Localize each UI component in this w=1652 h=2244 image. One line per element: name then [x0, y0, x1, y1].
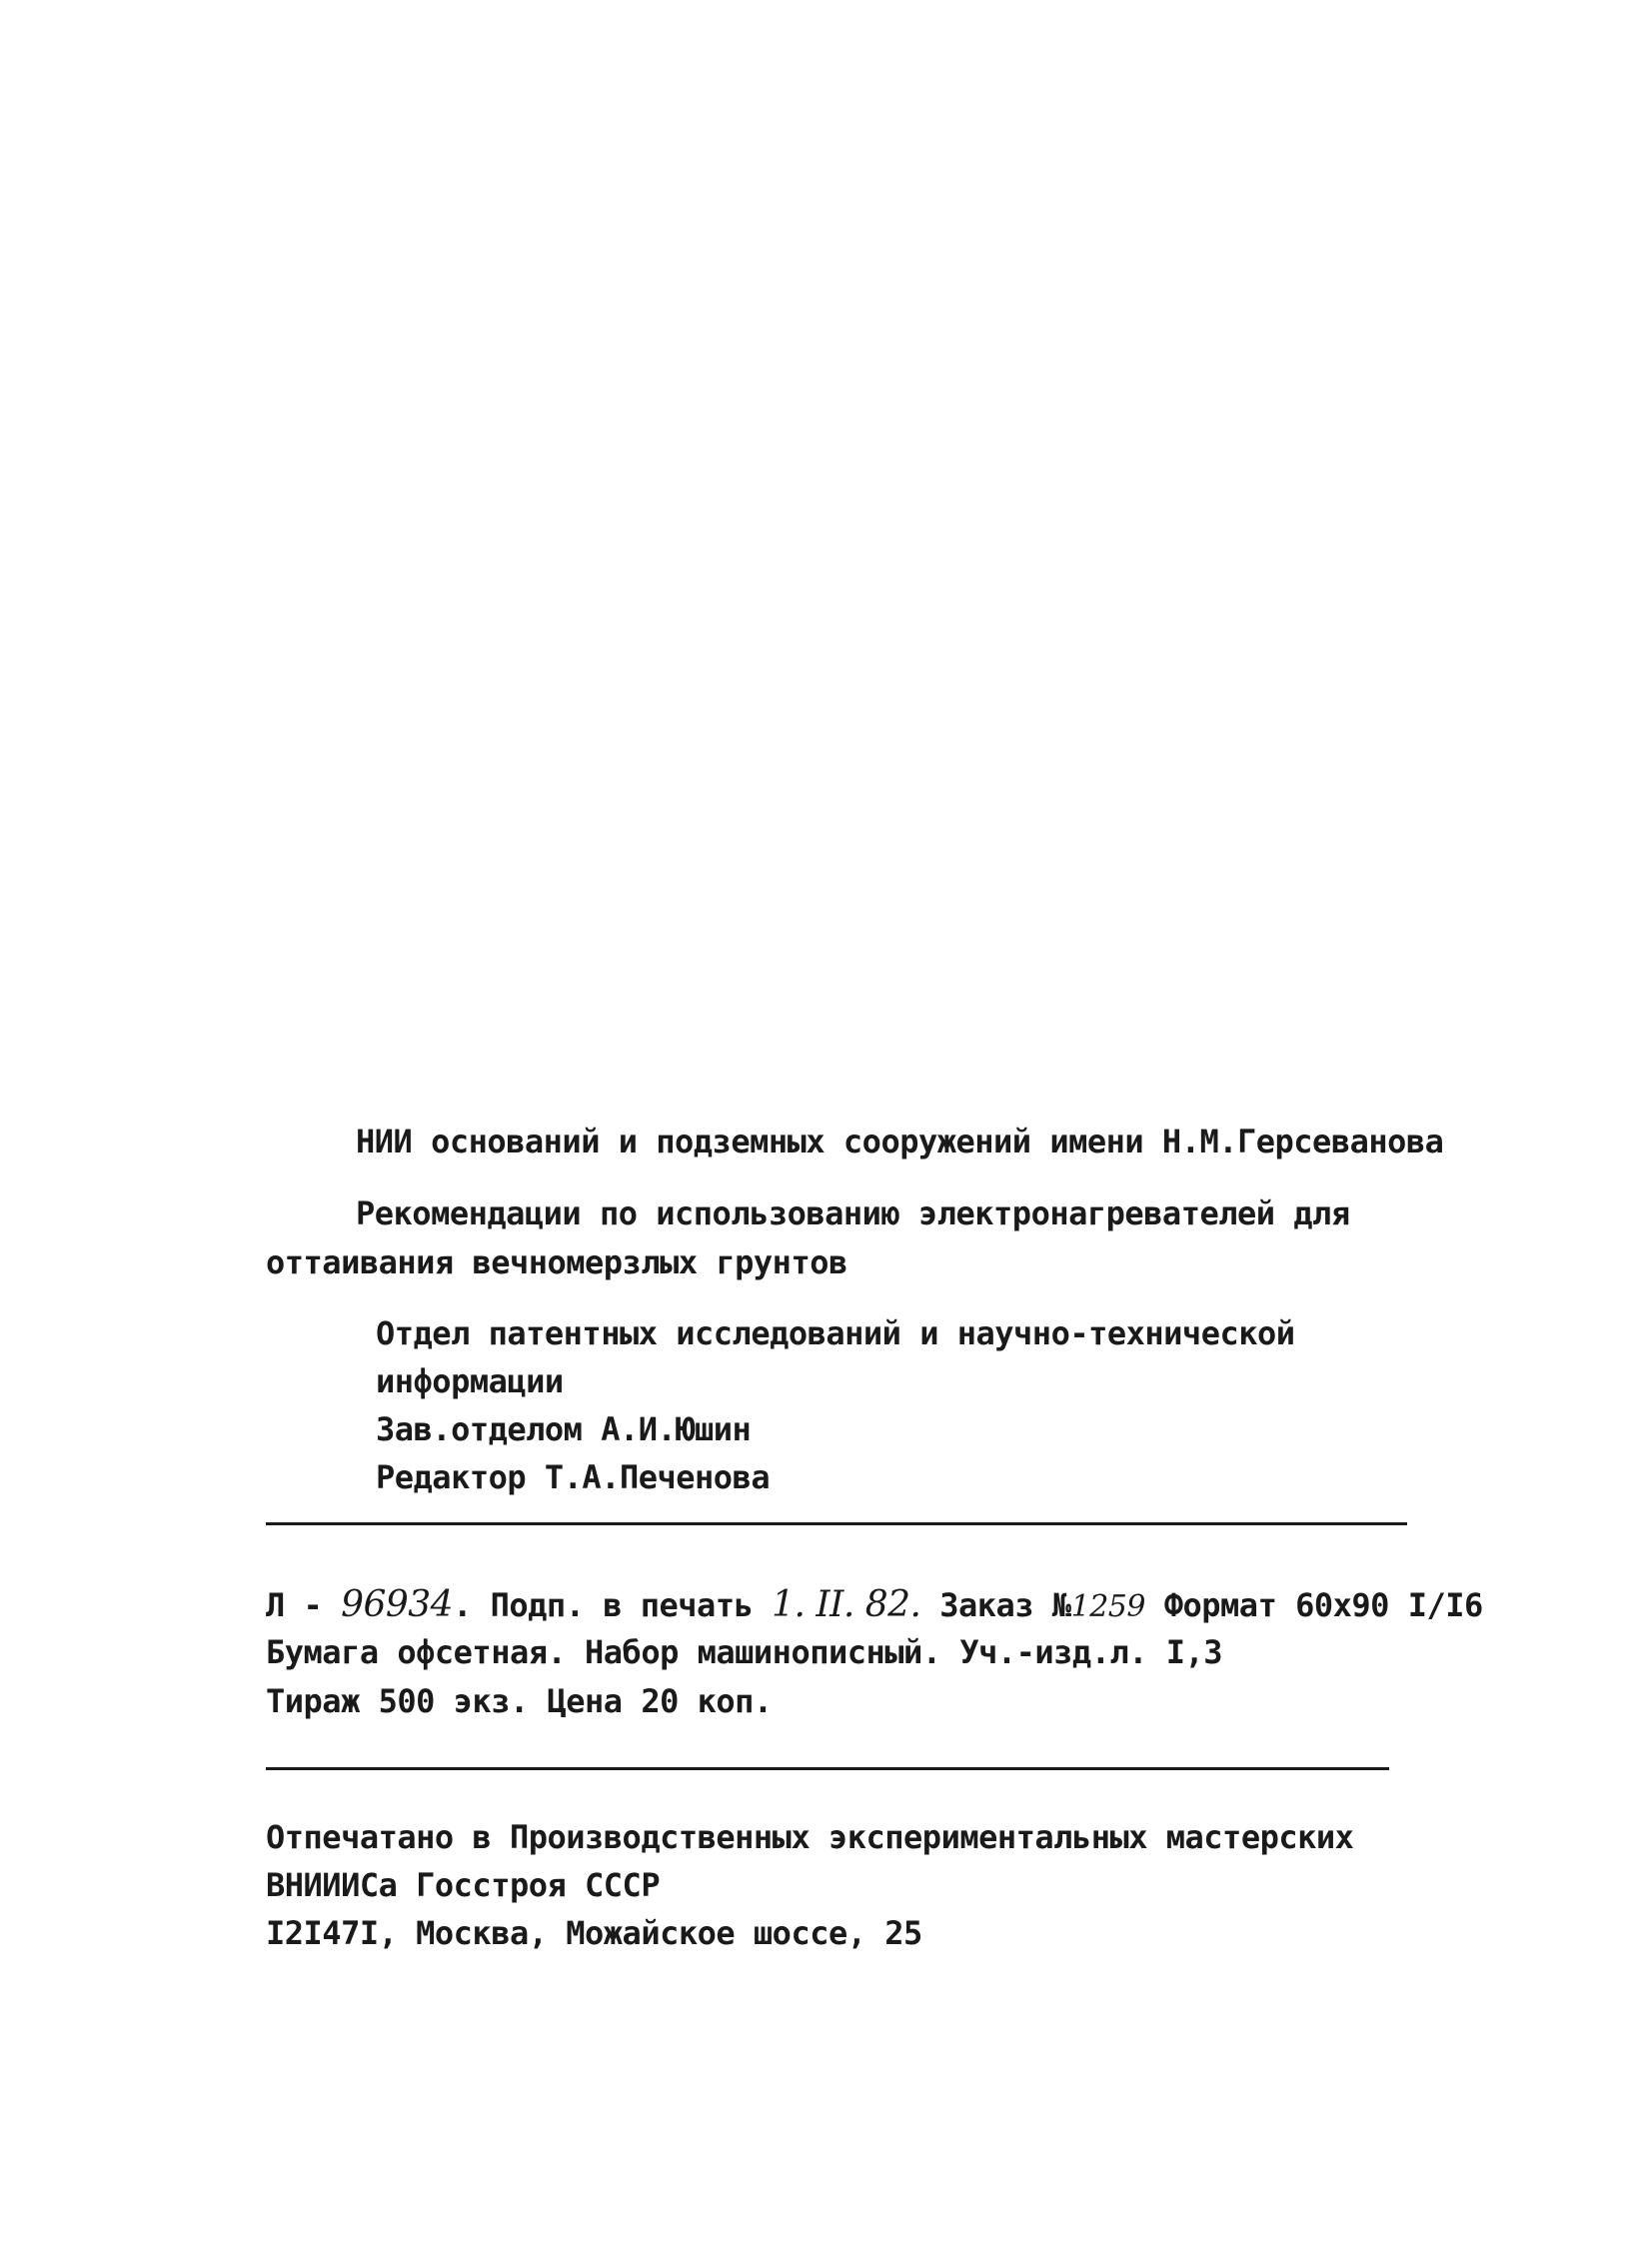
order-label: Заказ №	[939, 1586, 1071, 1624]
department-head: Зав.отделом А.И.Юшин	[376, 1410, 752, 1448]
order-number: 1259	[1070, 1589, 1145, 1624]
divider-bottom	[266, 1767, 1389, 1770]
editor: Редактор Т.А.Печенова	[376, 1458, 771, 1496]
format: Формат 60х90 I/I6	[1163, 1586, 1483, 1624]
signed-label: . Подп. в печать	[453, 1586, 754, 1624]
department-line-1: Отдел патентных исследований и научно-технической	[376, 1314, 1295, 1352]
paper-line: Бумага офсетная. Набор машинописный. Уч.-изд.л. I,3	[266, 1633, 1223, 1671]
printer-line-1: Отпечатано в Производственных экспериментальных мастерских	[266, 1818, 1354, 1856]
run-line: Тираж 500 экз. Цена 20 коп.	[266, 1682, 773, 1720]
imprint-line	[266, 1584, 1483, 1625]
divider-top	[266, 1522, 1407, 1525]
department-line-2: информации	[376, 1362, 564, 1400]
title-line-2: оттаивания вечномерзлых грунтов	[266, 1243, 847, 1281]
title-line-1: Рекомендации по использованию электронагревателей для	[356, 1194, 1350, 1232]
institute-name: НИИ оснований и подземных сооружений имени Н.М.Герсеванова	[356, 1122, 1444, 1160]
imprint-number: 96934	[341, 1584, 454, 1625]
printer-address: I2I47I, Москва, Можайское шоссе, 25	[266, 1914, 922, 1952]
signed-date: 1. II. 82.	[772, 1584, 921, 1625]
printer-line-2: ВНИИИСа Госстроя СССР	[266, 1866, 661, 1904]
imprint-prefix: Л -	[266, 1586, 323, 1624]
